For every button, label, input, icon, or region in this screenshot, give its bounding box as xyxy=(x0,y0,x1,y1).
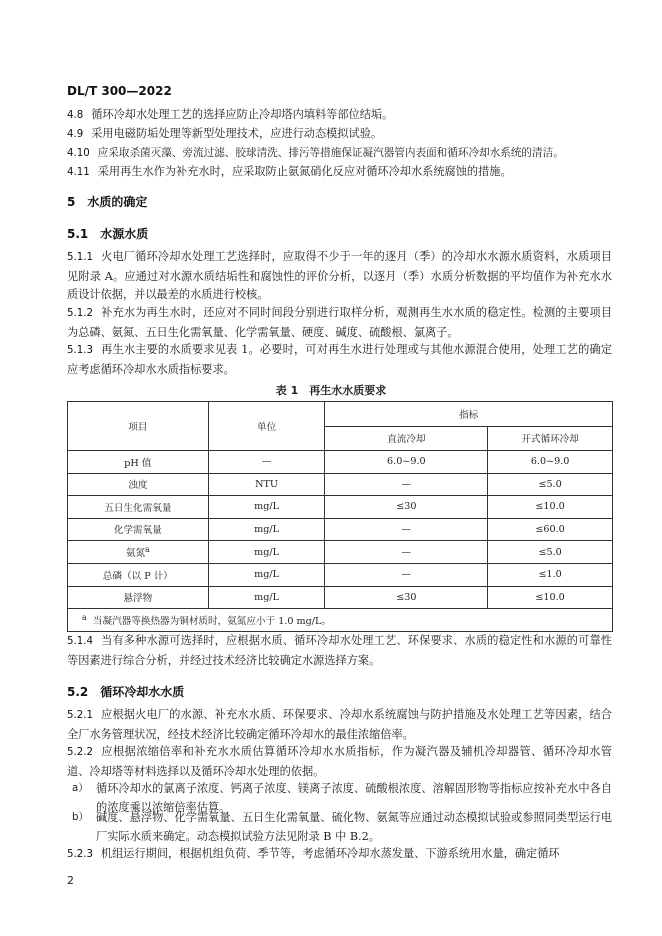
cell-unit: mg/L xyxy=(208,563,325,586)
cell-open: ≤5.0 xyxy=(488,473,613,496)
header-index: 指标 xyxy=(325,402,613,427)
table-row xyxy=(68,496,613,519)
page-number: 2 xyxy=(67,874,74,887)
list-text: 碱度、悬浮物、化学需氧量、五日生化需氧量、硫化物、氨氮等应通过动态模拟试验或参照同类型运行电厂实际水质来确定。动态模拟试验方法见附录 B 中 B.2。 xyxy=(96,811,612,843)
clause-text: 火电厂循环冷却水处理工艺选择时，应取得不少于一年的逐月（季）的冷却水水源水质资料，水质项目见附录 A。应通过对水源水质结垢性和腐蚀性的评价分析，以逐月（季）水质分析数据的平均值作为补充水水质设计依据，并以最差的水质进行校核。 xyxy=(67,250,612,302)
header-direct-cooling: 直流冷却 xyxy=(325,426,488,451)
clause-text: 循环冷却水处理工艺的选择应防止冷却塔内填料等部位结垢。 xyxy=(91,108,394,121)
clause-number: 4.11 xyxy=(67,167,90,178)
cell-direct: 6.0~9.0 xyxy=(325,451,488,474)
cell-unit: — xyxy=(208,451,325,474)
cell-unit: mg/L xyxy=(208,496,325,519)
cell-direct: ≤30 xyxy=(325,586,488,609)
list-label: a） xyxy=(72,783,89,794)
cell-direct: — xyxy=(325,473,488,496)
clause-number: 4.9 xyxy=(67,129,84,140)
clause-5-2-2 xyxy=(67,743,612,781)
table-row xyxy=(68,518,613,541)
cell-open: 6.0~9.0 xyxy=(488,451,613,474)
water-quality-table xyxy=(67,401,613,632)
section-5-2-heading xyxy=(67,683,184,700)
header-item: 项目 xyxy=(68,402,209,451)
table-footnote xyxy=(68,609,613,632)
cell-direct: ≤30 xyxy=(325,496,488,519)
cell-item: 浊度 xyxy=(68,473,209,496)
clause-number: 5.2.2 xyxy=(67,747,93,758)
cell-open: ≤1.0 xyxy=(488,563,613,586)
clause-number: 5.2.1 xyxy=(67,710,93,721)
clause-text: 应根据火电厂的水源、补充水水质、环保要求、冷却水系统腐蚀与防护措施及水处理工艺等因素，结合全厂水务管理状况，经技术经济比较确定循环冷却水的最佳浓缩倍率。 xyxy=(67,708,612,741)
section-title: 水质的确定 xyxy=(87,195,148,209)
clause-5-1-2 xyxy=(67,304,612,342)
table-caption: 表 1 再生水水质要求 xyxy=(275,384,387,397)
table-row xyxy=(68,563,613,586)
cell-unit: mg/L xyxy=(208,586,325,609)
clause-text: 应采取杀菌灭藻、旁流过滤、胶球清洗、排污等措施保证凝汽器管内表面和循环冷却水系统的清洁。 xyxy=(97,147,564,159)
cell-direct: — xyxy=(325,563,488,586)
table-row xyxy=(68,473,613,496)
clause-5-1-3 xyxy=(67,341,612,379)
cell-open: ≤5.0 xyxy=(488,541,613,564)
clause-4-11 xyxy=(67,163,612,183)
table-row xyxy=(68,586,613,609)
table-row xyxy=(68,451,613,474)
footnote-mark: a xyxy=(82,613,87,623)
table-footnote-row xyxy=(68,609,613,632)
cell-item: 氨氮$^a$ xyxy=(68,541,209,564)
cell-item: pH 值 xyxy=(68,451,209,474)
clause-5-1-1 xyxy=(67,248,612,305)
clause-text: 机组运行期间，根据机组负荷、季节等，考虑循环冷却水蒸发量、下游系统用水量，确定循环 xyxy=(100,847,560,860)
cell-direct: — xyxy=(325,518,488,541)
header-open-recirculating: 开式循环冷却 xyxy=(488,426,613,451)
clause-text: 应根据浓缩倍率和补充水水质估算循环冷却水水质指标，作为凝汽器及辅机冷却器管、循环冷却水管道、冷却塔等材料选择以及循环冷却水处理的依据。 xyxy=(67,745,612,778)
section-title: 水源水质 xyxy=(100,227,149,241)
clause-number: 5.1.1 xyxy=(67,252,93,263)
section-number: 5.2 xyxy=(67,685,89,699)
header-unit: 单位 xyxy=(208,402,325,451)
clause-4-9 xyxy=(67,125,612,145)
clause-number: 5.1.3 xyxy=(67,345,93,356)
clause-4-8 xyxy=(67,106,612,126)
cell-open: ≤10.0 xyxy=(488,586,613,609)
cell-unit: NTU xyxy=(208,473,325,496)
clause-number: 4.8 xyxy=(67,110,84,121)
cell-item: 五日生化需氧量 xyxy=(68,496,209,519)
cell-direct: — xyxy=(325,541,488,564)
clause-5-1-4 xyxy=(67,632,612,670)
clause-text: 补充水为再生水时，还应对不同时间段分别进行取样分析，观测再生水水质的稳定性。检测的主要项目为总磷、氨氮、五日生化需氧量、化学需氧量、硬度、碱度、硫酸根、氯离子。 xyxy=(67,306,612,339)
clause-5-2-1 xyxy=(67,706,612,744)
list-item-b xyxy=(72,809,612,846)
cell-item: 悬浮物 xyxy=(68,586,209,609)
cell-item: 化学需氧量 xyxy=(68,518,209,541)
clause-number: 4.10 xyxy=(67,148,90,159)
clause-5-2-3 xyxy=(67,845,612,865)
clause-4-10 xyxy=(67,144,612,164)
section-number: 5.1 xyxy=(67,227,89,241)
section-number: 5 xyxy=(67,195,76,209)
cell-open: ≤60.0 xyxy=(488,518,613,541)
clause-text: 采用再生水作为补充水时，应采取防止氨氮硝化反应对循环冷却水系统腐蚀的措施。 xyxy=(97,165,512,178)
table-row xyxy=(68,541,613,564)
section-5-heading xyxy=(67,193,147,210)
list-label: b） xyxy=(72,812,89,823)
clause-number: 5.1.4 xyxy=(67,636,93,647)
cell-open: ≤10.0 xyxy=(488,496,613,519)
cell-unit: mg/L xyxy=(208,518,325,541)
document-id-header: DL/T 300—2022 xyxy=(67,84,172,98)
clause-text: 再生水主要的水质要求见表 1。必要时，可对再生水进行处理或与其他水源混合使用，处理工艺的确定应考虑循环冷却水水质指标要求。 xyxy=(67,343,612,376)
list-text: 循环冷却水的氯离子浓度、钙离子浓度、镁离子浓度、硫酸根浓度、溶解固形物等指标应按补充水中各自的浓度乘以浓缩倍率估算。 xyxy=(96,782,612,814)
clause-number: 5.2.3 xyxy=(67,849,93,860)
cell-unit: mg/L xyxy=(208,541,325,564)
section-5-1-heading xyxy=(67,225,148,242)
cell-item: 总磷（以 P 计） xyxy=(68,563,209,586)
section-title: 循环冷却水水质 xyxy=(100,685,185,699)
table-header-row xyxy=(68,402,613,427)
clause-number: 5.1.2 xyxy=(67,308,93,319)
footnote-text: 当凝汽器等换热器为铜材质时，氨氮应小于 1.0 mg/L。 xyxy=(92,616,331,628)
clause-text: 采用电磁防垢处理等新型处理技术，应进行动态模拟试验。 xyxy=(91,127,383,140)
clause-text: 当有多种水源可选择时，应根据水质、循环冷却水处理工艺、环保要求、水质的稳定性和水源的可靠性等因素进行综合分析，并经过技术经济比较确定水源选择方案。 xyxy=(67,634,612,667)
